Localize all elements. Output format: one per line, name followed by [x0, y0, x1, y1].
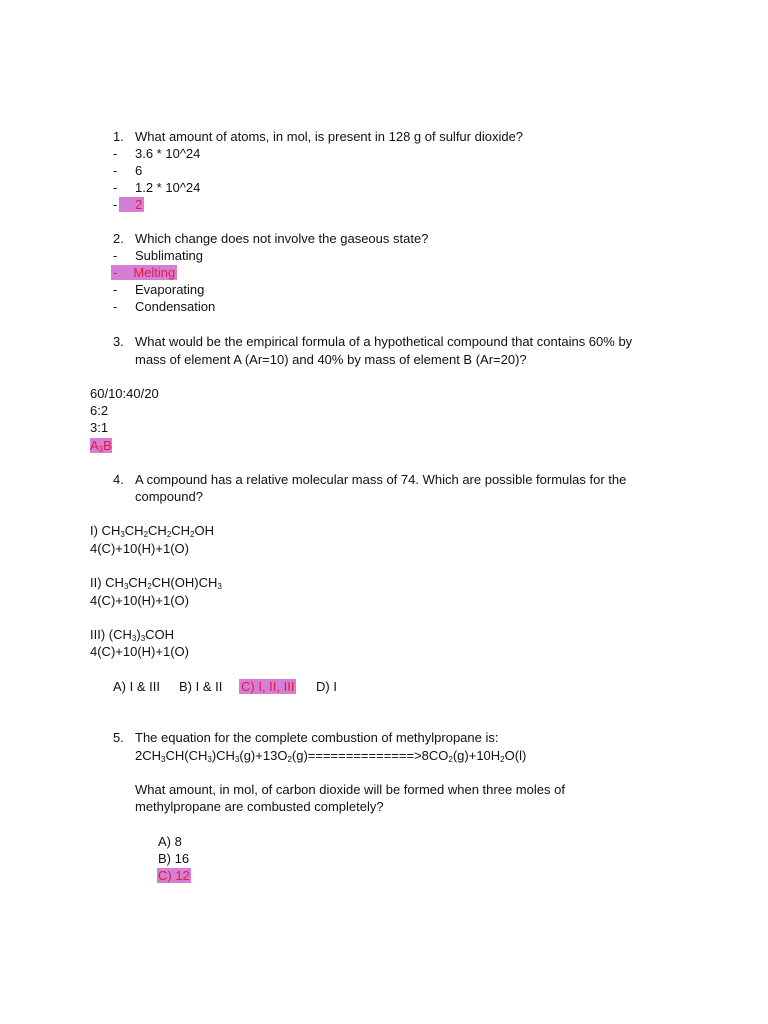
q4-text-line2: compound? [135, 489, 203, 504]
q3-work-line [0, 402, 768, 419]
q4-formula-1-text: I) $CH_3CH_2CH_2CH_2OH$ [90, 523, 214, 539]
q2-option-text: Evaporating [135, 282, 205, 297]
q5-answer-text: C) 12 [158, 868, 190, 883]
q4-formula-1 [0, 522, 768, 539]
q2-number: 2. [113, 231, 124, 246]
q5-equation-text: $2CH_3CH(CH_3)CH_3(g)+13O_2(g)==============>8CO_2(g)+10H_2O(l)$ [135, 748, 527, 764]
q3-answer-highlight [90, 437, 112, 454]
q4-formula-1-calc [0, 540, 768, 557]
q4-text-line1: A compound has a relative molecular mass of 74. Which are possible formulas for the [135, 472, 627, 487]
q5-subquestion-cont [0, 798, 768, 815]
q1-option [0, 162, 768, 179]
q1-dash: - [113, 180, 118, 195]
q4-formula-3-text: III) $(CH_3)_3COH$ [90, 627, 175, 643]
q2-option [0, 247, 768, 264]
q4-question-cont [0, 488, 768, 505]
q5-subquestion [0, 781, 768, 798]
q1-answer-text: 2 [119, 197, 144, 212]
q5-subquestion-line2: methylpropane are combusted completely? [135, 799, 384, 814]
q2-dash: - [113, 299, 118, 314]
q1-option-text: 6 [135, 163, 143, 178]
q2-option-text: Sublimating [135, 248, 203, 263]
q4-formula-3-calc [0, 643, 768, 660]
q5-number: 5. [113, 730, 124, 745]
q4-formula-2-calc [0, 592, 768, 609]
q3-text-line1: What would be the empirical formula of a hypothetical compound that contains 60% by [135, 334, 633, 349]
q4-formula-2-text: II) $CH_3CH_2CH(OH)CH_3$ [90, 575, 222, 591]
q1-option-text: 3.6 * 10^24 [135, 146, 201, 161]
q5-option-text: A) 8 [158, 834, 182, 849]
q1-question [0, 128, 768, 145]
q2-answer-option [0, 264, 768, 281]
q4-choice-c: C) I, II, III [241, 679, 295, 694]
q1-dash: - [113, 197, 118, 212]
q3-work-text: 3:1 [90, 420, 109, 435]
q4-calc-text: 4(C)+10(H)+1(O) [90, 644, 189, 659]
q4-formula-3 [0, 626, 768, 643]
q5-option [0, 833, 768, 850]
q3-question-cont [0, 351, 768, 368]
q3-work-text: 60/10:40/20 [90, 386, 159, 401]
q3-answer-main: A [90, 438, 99, 453]
q4-calc-text: 4(C)+10(H)+1(O) [90, 593, 189, 608]
q2-question [0, 230, 768, 247]
q2-answer-text: Melting [133, 265, 176, 280]
q2-dash: - [113, 282, 118, 297]
q2-dash: - [113, 265, 118, 280]
q4-formula-2 [0, 574, 768, 591]
q3-answer [0, 437, 768, 454]
q2-option [0, 281, 768, 298]
q1-option-text: 1.2 * 10^24 [135, 180, 201, 195]
q3-text-line2: mass of element A (Ar=10) and 40% by mass of element B (Ar=20)? [135, 352, 527, 367]
q2-dash: - [113, 248, 118, 263]
q5-answer-option [0, 867, 768, 884]
q3-work-line [0, 385, 768, 402]
q4-calc-text: 4(C)+10(H)+1(O) [90, 541, 189, 556]
q1-text: What amount of atoms, in mol, is present in 128 g of sulfur dioxide? [135, 129, 524, 144]
q2-option [0, 298, 768, 315]
q5-option-text: B) 16 [158, 851, 190, 866]
q4-choice-d: D) I [316, 679, 337, 694]
q2-option-text: Condensation [135, 299, 216, 314]
q5-answer-highlight [157, 867, 191, 884]
q1-dash: - [113, 146, 118, 161]
q3-question [0, 333, 768, 350]
q3-work-line [0, 419, 768, 436]
q4-choices [0, 678, 768, 695]
q5-equation [0, 747, 768, 764]
q3-answer-end: B [103, 438, 112, 453]
q4-choice-c-highlight [239, 678, 296, 695]
q1-option [0, 145, 768, 162]
q4-question [0, 471, 768, 488]
q3-number: 3. [113, 334, 124, 349]
q5-question [0, 729, 768, 746]
q2-text: Which change does not involve the gaseous state? [135, 231, 429, 246]
q3-work-text: 6:2 [90, 403, 109, 418]
q4-number: 4. [113, 472, 124, 487]
q5-option [0, 850, 768, 867]
q1-option [0, 179, 768, 196]
q5-text: The equation for the complete combustion of methylpropane is: [135, 730, 499, 745]
q1-dash: - [113, 163, 118, 178]
q4-choice-b: B) I & II [179, 679, 223, 694]
q5-subquestion-line1: What amount, in mol, of carbon dioxide will be formed when three moles of [135, 782, 565, 797]
q1-answer-highlight [119, 196, 144, 213]
q1-answer-option [0, 196, 768, 213]
q2-answer-highlight [111, 264, 177, 281]
q4-choice-a: A) I & III [113, 679, 160, 694]
q3-answer-sub: 3 [98, 445, 104, 454]
q1-number: 1. [113, 129, 124, 144]
